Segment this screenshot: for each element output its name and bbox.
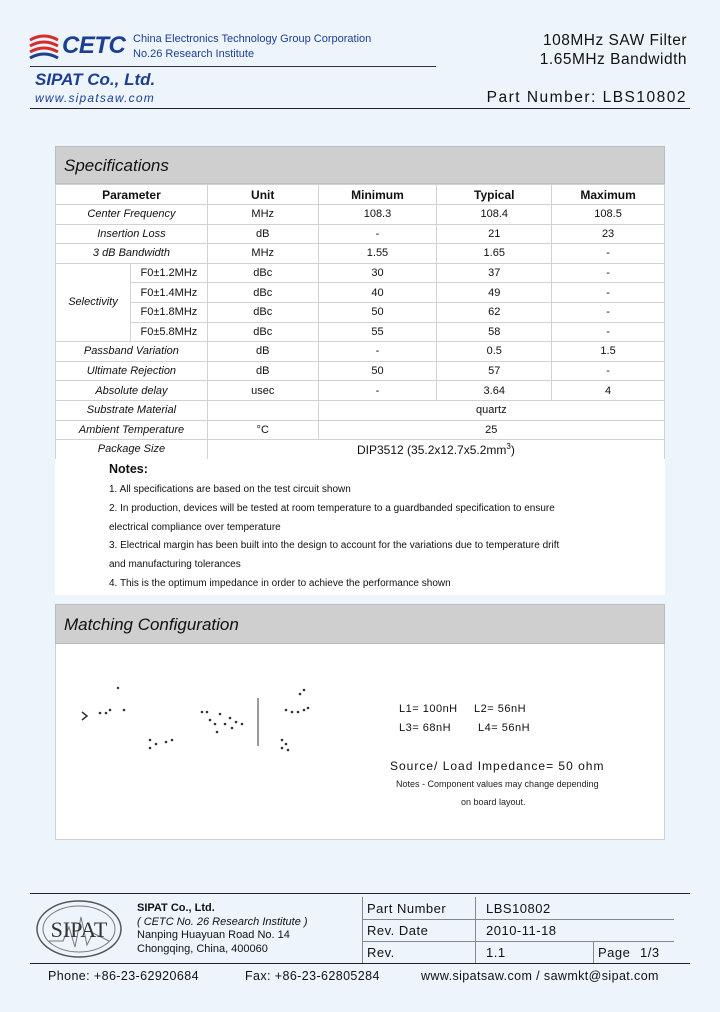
param-cell: Substrate Material xyxy=(56,400,208,420)
table-row xyxy=(56,205,665,225)
col-unit: Unit xyxy=(207,185,318,205)
typ-cell: 21 xyxy=(437,224,552,244)
param-cell: Absolute delay xyxy=(56,381,208,401)
footer-doc-info xyxy=(362,897,674,963)
min-cell: 50 xyxy=(318,361,437,381)
col-minimum: Minimum xyxy=(318,185,437,205)
max-cell: - xyxy=(552,361,665,381)
min-cell: - xyxy=(318,381,437,401)
footer-top-divider xyxy=(30,893,690,894)
footer-institute: ( CETC No. 26 Research Institute ) xyxy=(137,915,308,928)
footer-part-number-value: LBS10802 xyxy=(486,901,551,916)
max-cell: - xyxy=(552,263,665,283)
unit-cell: MHz xyxy=(207,244,318,264)
footer-page-value: 1/3 xyxy=(640,945,660,960)
substrate-value: quartz xyxy=(318,400,664,420)
condition-cell: F0±1.4MHz xyxy=(130,283,207,303)
min-cell: 30 xyxy=(318,263,437,283)
footer-rev-value: 1.1 xyxy=(486,945,506,960)
ambient-value: 25 xyxy=(318,420,664,440)
footer-bottom-divider xyxy=(30,963,690,964)
condition-cell: F0±1.8MHz xyxy=(130,302,207,322)
param-cell: Package Size xyxy=(56,440,208,460)
product-line-2: 1.65MHz Bandwidth xyxy=(539,51,687,68)
l3-value: L3= 68nH xyxy=(399,722,452,734)
param-cell: 3 dB Bandwidth xyxy=(56,244,208,264)
max-cell: 108.5 xyxy=(552,205,665,225)
unit-cell: dBc xyxy=(207,283,318,303)
unit-cell: MHz xyxy=(207,205,318,225)
unit-cell: dB xyxy=(207,224,318,244)
l4-value: L4= 56nH xyxy=(478,722,531,734)
unit-cell: dBc xyxy=(207,322,318,342)
min-cell: - xyxy=(318,224,437,244)
typ-cell: 57 xyxy=(437,361,552,381)
table-row xyxy=(56,420,665,440)
footer-rev-label: Rev. xyxy=(367,945,395,960)
param-cell: Insertion Loss xyxy=(56,224,208,244)
grid-divider xyxy=(362,919,674,920)
package-size-superscript: 3 xyxy=(506,441,511,451)
param-cell: Center Frequency xyxy=(56,205,208,225)
notes-title: Notes: xyxy=(109,462,148,476)
typ-cell: 1.65 xyxy=(437,244,552,264)
typ-cell: 108.4 xyxy=(437,205,552,225)
product-line-1: 108MHz SAW Filter xyxy=(542,32,687,49)
note-line: 2. In production, devices will be tested at room temperature to a guardbanded specification to ensure xyxy=(109,502,555,514)
l2-value: L2= 56nH xyxy=(474,703,527,715)
col-typical: Typical xyxy=(437,185,552,205)
table-row xyxy=(56,302,665,322)
typ-cell: 49 xyxy=(437,283,552,303)
condition-cell: F0±1.2MHz xyxy=(130,263,207,283)
l1-value: L1= 100nH xyxy=(399,703,458,715)
footer-address-2: Chongqing, China, 400060 xyxy=(137,942,268,955)
unit-cell: dBc xyxy=(207,263,318,283)
package-size-close: ) xyxy=(510,442,515,457)
header-divider xyxy=(30,66,436,67)
note-line: 1. All specifications are based on the test circuit shown xyxy=(109,484,351,495)
table-row xyxy=(56,400,665,420)
grid-divider xyxy=(475,897,476,963)
specifications-table xyxy=(55,184,665,460)
condition-cell: F0±5.8MHz xyxy=(130,322,207,342)
min-cell: 40 xyxy=(318,283,437,303)
company-name: SIPAT Co., Ltd. xyxy=(35,70,156,89)
typ-cell: 37 xyxy=(437,263,552,283)
max-cell: - xyxy=(552,322,665,342)
notes-list xyxy=(109,481,559,594)
table-row xyxy=(56,283,665,303)
svg-text:SIPAT: SIPAT xyxy=(50,917,108,942)
package-value xyxy=(207,440,664,460)
footer-rev-date-label: Rev. Date xyxy=(367,923,429,938)
package-size-text: DIP3512 (35.2x12.7x5.2mm xyxy=(356,442,507,457)
matching-heading: Matching Configuration xyxy=(55,604,665,644)
col-maximum: Maximum xyxy=(552,185,665,205)
footer-page-label: Page xyxy=(598,945,631,960)
cetc-logo-text: CETC xyxy=(62,32,126,59)
table-row xyxy=(56,322,665,342)
footer-web-email[interactable]: www.sipatsaw.com / sawmkt@sipat.com xyxy=(421,969,659,983)
grid-divider xyxy=(362,897,363,963)
grid-divider xyxy=(362,941,674,942)
note-line: electrical compliance over temperature xyxy=(109,521,281,533)
sipat-seal-icon xyxy=(33,897,125,961)
grid-divider xyxy=(593,941,594,963)
part-number-divider xyxy=(30,108,690,109)
unit-cell: dB xyxy=(207,342,318,362)
table-row xyxy=(56,361,665,381)
org-line-1: China Electronics Technology Group Corporation xyxy=(133,33,372,45)
typ-cell: 58 xyxy=(437,322,552,342)
footer-fax: Fax: +86-23-62805284 xyxy=(245,969,380,983)
table-row xyxy=(56,440,665,460)
specifications-heading: Specifications xyxy=(55,146,665,184)
table-row xyxy=(56,244,665,264)
max-cell: - xyxy=(552,244,665,264)
selectivity-label: Selectivity xyxy=(56,263,131,341)
impedance-text: Source/ Load Impedance= 50 ohm xyxy=(390,759,605,773)
footer-company-name: SIPAT Co., Ltd. xyxy=(137,902,215,914)
unit-cell: dBc xyxy=(207,302,318,322)
product-title xyxy=(540,31,687,69)
footer-company xyxy=(137,902,308,956)
typ-cell: 62 xyxy=(437,302,552,322)
max-cell: - xyxy=(552,283,665,303)
footer-rev-date-value: 2010-11-18 xyxy=(486,923,557,938)
matching-note-line-1: Notes - Component values may change depending xyxy=(396,779,599,789)
note-line: 3. Electrical margin has been built into the design to account for the variations due to temperature drift xyxy=(109,540,560,552)
param-cell: Passband Variation xyxy=(56,342,208,362)
min-cell: 1.55 xyxy=(318,244,437,264)
typ-cell: 3.64 xyxy=(437,381,552,401)
param-cell: Ultimate Rejection xyxy=(56,361,208,381)
note-line: and manufacturing tolerances xyxy=(109,559,241,571)
min-cell: 55 xyxy=(318,322,437,342)
part-number: Part Number: LBS10802 xyxy=(486,89,687,106)
max-cell: - xyxy=(552,302,665,322)
param-cell: Ambient Temperature xyxy=(56,420,208,440)
col-parameter: Parameter xyxy=(56,185,208,205)
footer-phone: Phone: +86-23-62920684 xyxy=(48,969,199,983)
website-link[interactable]: www.sipatsaw.com xyxy=(35,91,155,105)
org-line-2: No.26 Research Institute xyxy=(133,48,255,60)
table-row xyxy=(56,263,665,283)
unit-cell: usec xyxy=(207,381,318,401)
table-header-row xyxy=(56,185,665,205)
typ-cell: 0.5 xyxy=(437,342,552,362)
max-cell: 1.5 xyxy=(552,342,665,362)
matching-note-line-2: on board layout. xyxy=(461,797,526,807)
footer-part-number-label: Part Number xyxy=(367,901,447,916)
unit-cell: dB xyxy=(207,361,318,381)
unit-cell xyxy=(207,400,318,420)
matching-circuit-diagram-icon xyxy=(70,680,310,760)
footer-address-1: Nanping Huayuan Road No. 14 xyxy=(137,929,290,941)
min-cell: - xyxy=(318,342,437,362)
table-row xyxy=(56,381,665,401)
note-line: 4. This is the optimum impedance in order to achieve the performance shown xyxy=(109,577,451,589)
table-row xyxy=(56,224,665,244)
min-cell: 50 xyxy=(318,302,437,322)
min-cell: 108.3 xyxy=(318,205,437,225)
max-cell: 23 xyxy=(552,224,665,244)
organization-name xyxy=(133,32,371,62)
max-cell: 4 xyxy=(552,381,665,401)
unit-cell: °C xyxy=(207,420,318,440)
table-row xyxy=(56,342,665,362)
